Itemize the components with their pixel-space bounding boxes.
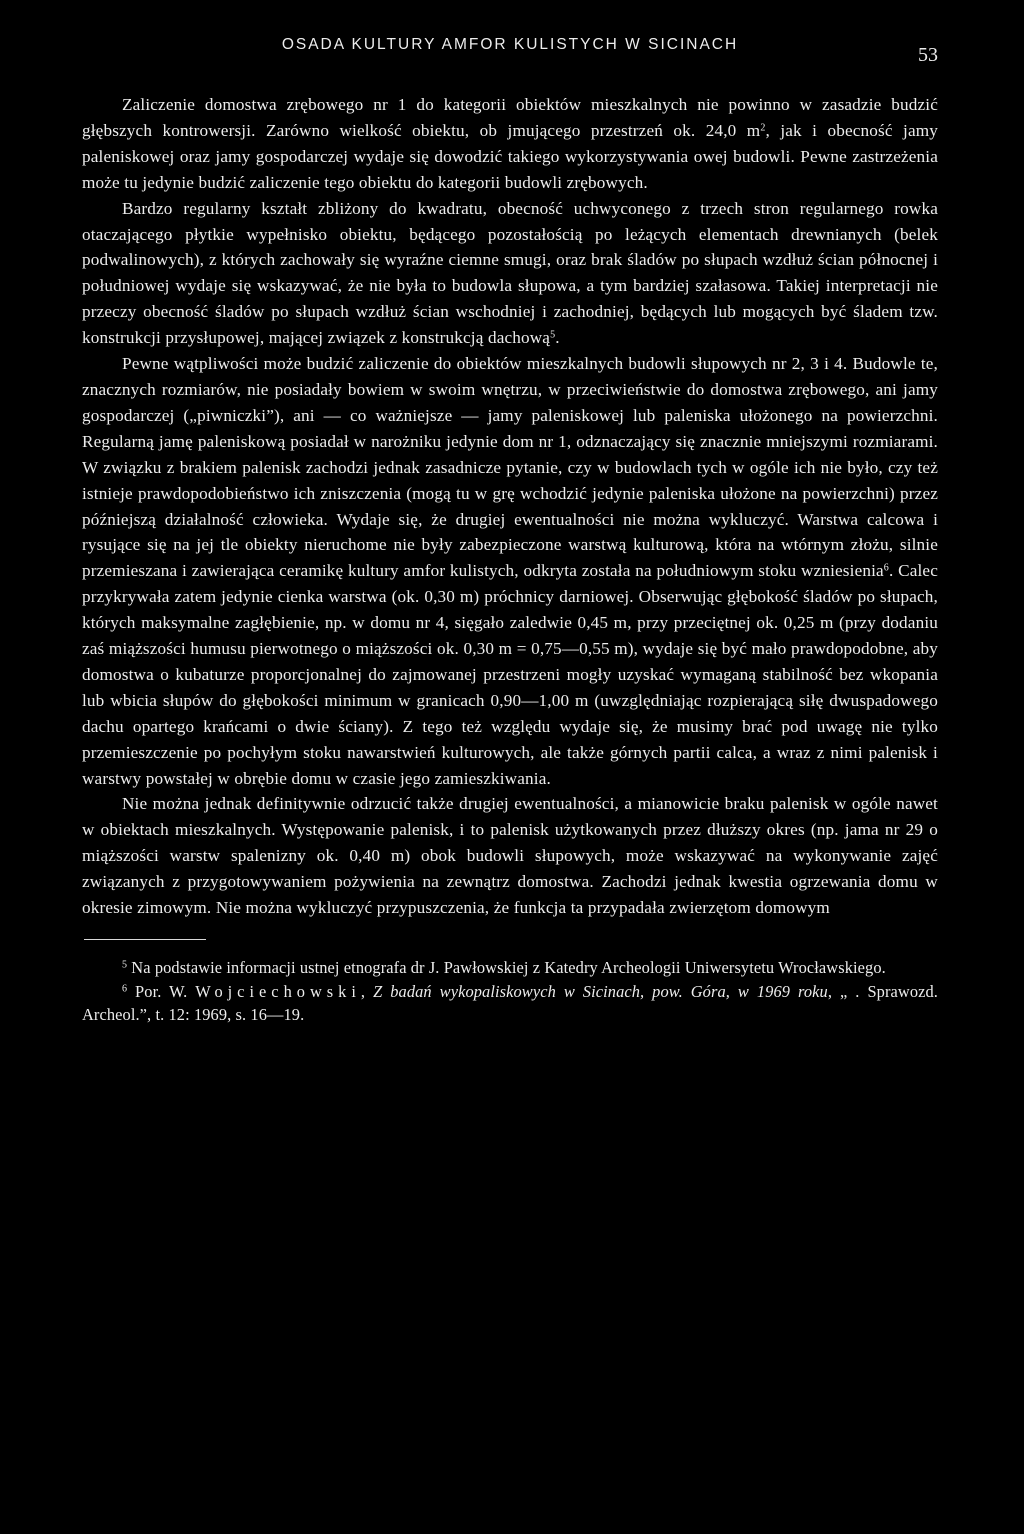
paragraph-2-text-a: Bardzo regularny kształt zbliżony do kwadratu, obecność uchwyconego z trzech stron regularnego rowka otaczającego płytkie wypełnisko obiektu, będącego pozostałością po leżących elementach drewnianych (belek podwalinowych), z których zachowały się wyraźne ciemne smugi, oraz brak śladów po słupach wzdłuż ścian północnej i południowej wydaje się wskazywać, że nie była to budowla słupowa, a tym bardziej szałasowa. Takiej interpretacji nie przeczy obecność śladów po słupach wzdłuż ścian wschodniej i zachodniej, będących lub mogących być śladem tzw. konstrukcji przysłupowej, mającej związek z konstrukcją dachową [82,198,938,348]
footnote-6-text-a: Por. W. [127,981,196,1001]
footnote-ref-5[interactable]: 5 [550,329,556,341]
footnotes [82,956,938,1027]
page [82,34,938,1027]
paragraph-1 [82,92,938,196]
page-header [82,34,938,68]
footnote-6-title: Z badań wykopaliskowych w Sicinach, pow. Góra, w 1969 roku [373,981,828,1001]
paragraph-1-text-a: Zaliczenie domostwa zrębowego nr 1 do kategorii obiektów mieszkalnych nie powinno w zasadzie budzić głębszych kontrowersji. Zarówno wielkość obiektu, ob jmującego przestrzeń ok. 24,0 m [82,95,938,140]
footnote-6-mark: 6 [122,983,128,994]
page-number: 53 [918,44,938,66]
body-text [82,92,938,921]
paragraph-3-text-b: . Calec przykrywała zatem jedynie cienka warstwa (ok. 0,30 m) próchnicy darniowej. Obserwując głębokość śladów po słupach, których maksymalne zagłębienie, np. w domu nr 4, sięgało zaledwie 0,45 m, przy przeciętnej ok. 0,25 m (przy dodaniu zaś miąższości humusu pierwotnego o miąższości ok. 0,30 m = 0,75—0,55 m), wydaje się być mało prawdopodobne, aby domostwa o kubaturze proporcjonalnej do zajmowanej przestrzeni mogły uzyskać wymaganą stabilność bez wkopania lub wbicia słupów do głębokości minimum w granicach 0,90—1,00 m (uwzględniając rozpierającą siłę dwuspadowego dachu opartego krańcami o dwie ściany). Z tego też względu wydaje się, że musimy brać pod uwagę nie tylko przemieszczenie po pochyłym stoku nawarstwień kulturowych, ale także górnych partii calca, a wraz z nimi palenisk i warstwy powstałej w obrębie domu w czasie jego zamieszkiwania. [82,561,938,788]
footnote-5-mark: 5 [122,959,128,971]
paragraph-3 [82,351,938,791]
footnote-divider [84,939,206,940]
superscript-2: 2 [760,122,766,134]
footnote-5 [82,956,938,980]
paragraph-3-text-a: Pewne wątpliwości może budzić zaliczenie do obiektów mieszkalnych budowli słupowych nr 2, 3 i 4. Budowle te, znacznych rozmiarów, nie posiadały bowiem w swoim wnętrzu, w przeciwieństwie do domostwa zrębowego, ani jamy gospodarczej („piwniczki”), ani — co ważniejsze — jamy paleniskowej lub paleniska ułożonego na powierzchni. Regularną jamę paleniskową posiadał w narożniku jedynie dom nr 1, odznaczający się znacznie mniejszymi rozmiarami. W związku z brakiem palenisk zachodzi jednak zasadnicze pytanie, czy w budowlach tych w ogóle ich nie było, czy też istnieje prawdopodobieństwo ich zniszczenia (mogą tu w grę wchodzić jedynie paleniska ułożone na powierzchni) przez późniejszą działalność człowieka. Wydaje się, że drugiej ewentualności nie można wykluczyć. Warstwa calcowa i rysujące się na jej tle obiekty nieruchome nie były zabezpieczone warstwą kulturową, która na wtórnym złożu, silnie przemieszana i zawierająca ceramikę kultury amfor kulistych, odkryta została na południowym stoku wzniesienia [82,354,938,581]
footnote-5-text: Na podstawie informacji ustnej etnografa dr J. Pawłowskiej z Katedry Archeologii Uniwersytetu Wrocławskiego. [127,958,886,977]
paragraph-4-text: Nie można jednak definitywnie odrzucić także drugiej ewentualności, a mianowicie braku palenisk w ogóle nawet w obiektach mieszkalnych. Występowanie palenisk, i to palenisk użytkowanych przez dłuższy okres (np. jama nr 29 o miąższości warstw spalenizny ok. 0,40 m) obok budowli słupowych, może wskazywać na wykonywanie zajęć związanych z przygotowywaniem pożywienia na zewnątrz domostwa. Zachodzi jednak kwestia ogrzewania domu w okresie zimowym. Nie można wykluczyć przypuszczenia, że funkcja ta przypadała zwierzętom domowym [82,794,938,918]
paragraph-4 [82,791,938,921]
running-head: OSADA KULTURY AMFOR KULISTYCH W SICINACH [281,36,739,53]
paragraph-2 [82,196,938,351]
paragraph-2-text-b: . [555,328,560,348]
footnote-6-text-c: , „ . Sprawozd. Archeol.”, t. 12: 1969, s. 16—19. [82,981,938,1024]
footnote-6-author: Wojciechowski [195,981,361,1001]
paragraph-1-text-b: , jak i obecność jamy paleniskowej oraz jamy gospodarczej wydaje się dowodzić takiego wykorzystywania owej budowli. Pewne zastrzeżenia może tu jedynie budzić zaliczenie tego obiektu do kategorii budowli zrębowych. [82,120,939,192]
footnote-ref-6[interactable]: 6 [883,562,889,574]
footnote-6 [82,980,938,1027]
footnote-6-text-b: , [360,981,374,1001]
